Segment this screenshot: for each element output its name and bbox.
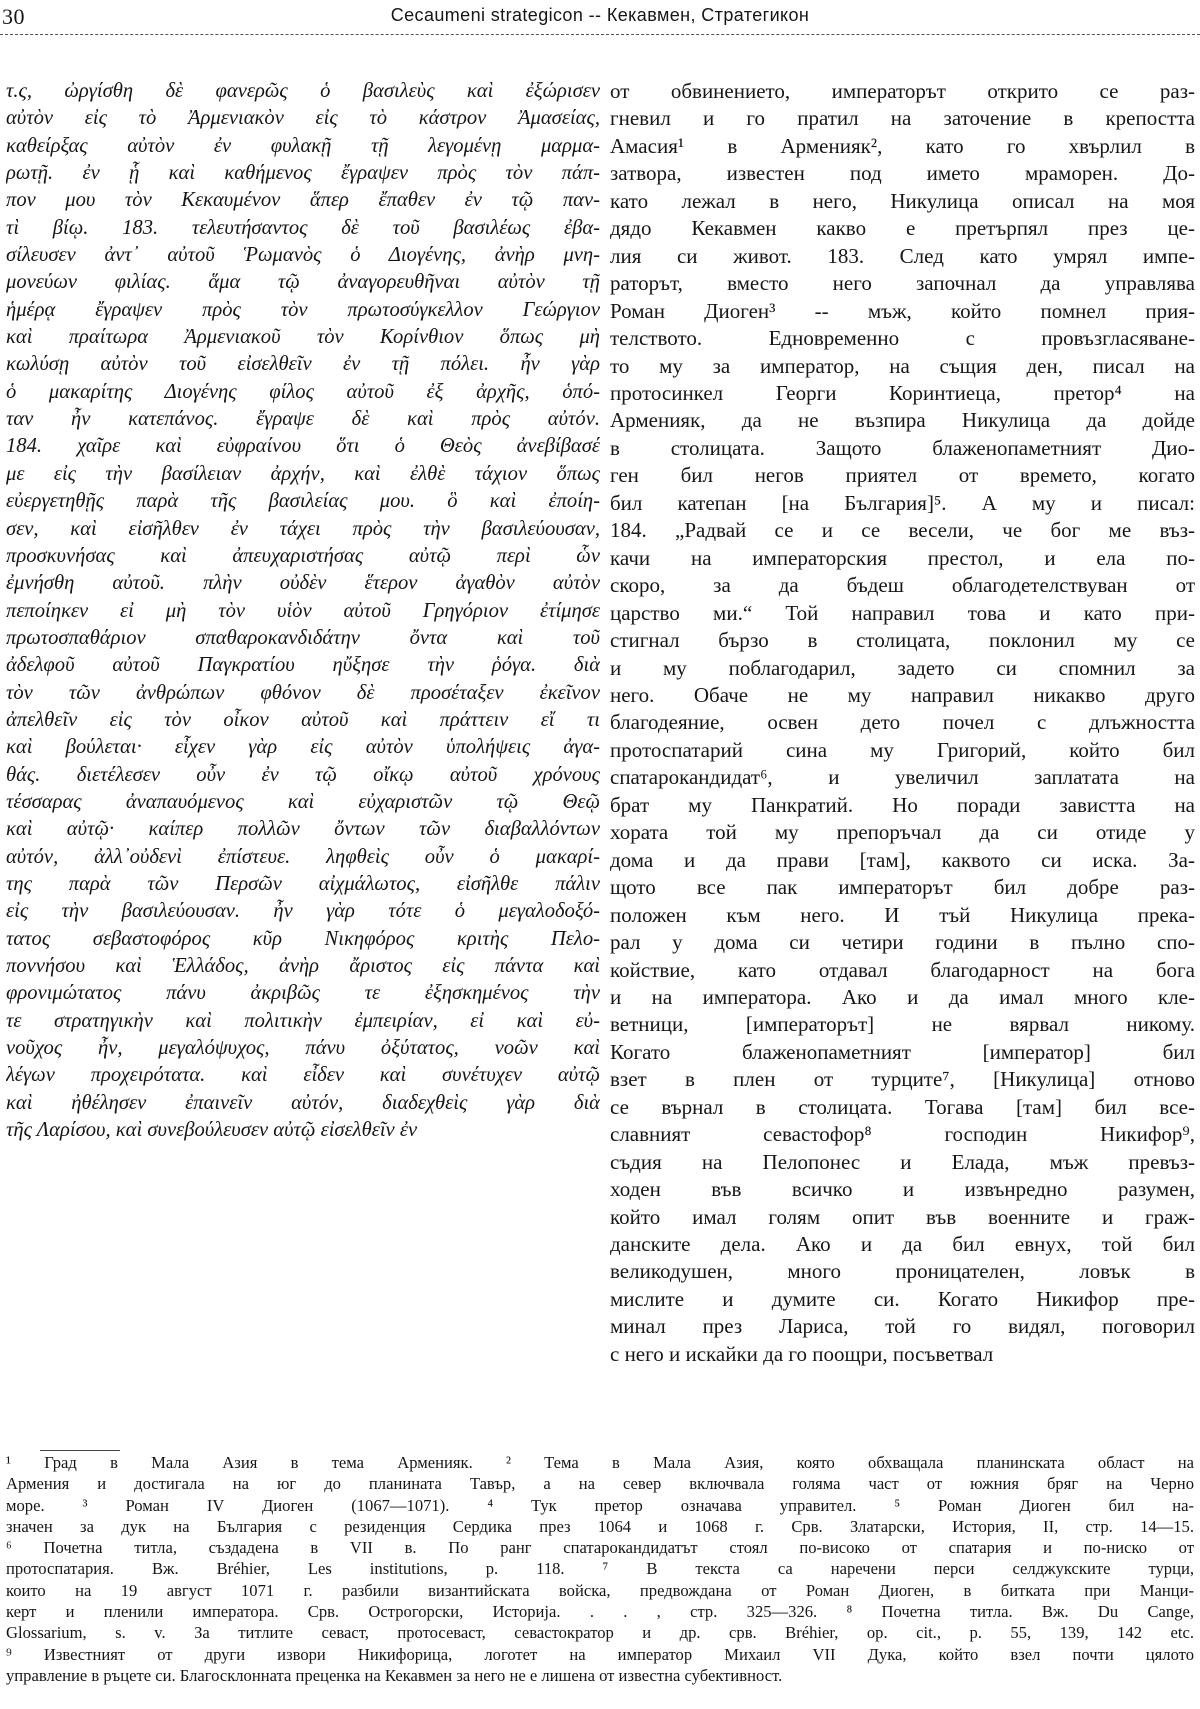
greek-text-line: ἡμέρᾳ ἔγραψεν πρὸς τὸν πρωτοσύγκελλον Γεώργιον	[6, 298, 600, 321]
greek-text-line: πρωτοσπαθάριον σπαθαροκανδιδάτην ὄντα καὶ τοῦ	[6, 626, 600, 649]
translation-line: славният севастофор⁸ господин Никифор⁹,	[610, 1122, 1195, 1147]
translation-line: бил катепан [на България]⁵. А му и писал:	[610, 490, 1195, 515]
translation-line: благодеяние, освен дето почел с длъжността	[610, 710, 1195, 735]
greek-text-line: ἀπελθεῖν εἰς τὸν οἶκον αὐτοῦ καὶ πράττειν εἴ τι	[6, 708, 600, 731]
greek-text-line: εἰς τὴν βασιλεύουσαν. ἦν γὰρ τότε ὁ μεγαλοδοξό-	[6, 900, 600, 923]
footnote-line: значен за дук на България с резиденция Сердика през 1064 и 1068 г. Срв. Златарски, История, II, стр. 14—15.	[6, 1516, 1194, 1536]
footnote-line: които на 19 август 1071 г. разбили византийската войска, предвождана от Роман Диоген, в битката при Манци-	[6, 1580, 1194, 1600]
greek-text-line: προσκυνήσας καὶ ἀπευχαριστήσας αὐτῷ περὶ ὧν	[6, 544, 600, 567]
translation-line: и на императора. Ако и да имал много кле-	[610, 984, 1195, 1009]
translation-line: с него и искайки да го поощри, посъветвал	[610, 1341, 994, 1366]
greek-text-line: καθείρξας αὐτὸν ἐν φυλακῇ τῇ λεγομένῃ μαρμα-	[6, 134, 600, 157]
translation-line: царство ми.“ Той направил това и като при-	[610, 600, 1195, 625]
greek-text-line: νοῦχος ἦν, μεγαλόψυχος, πάνυ ὀξύτατος, νοῶν καὶ	[6, 1037, 600, 1060]
greek-text-line: αὐτόν, ἀλλ᾽οὐδενὶ ἐπίστευε. ληφθεὶς οὖν ὁ μακαρί-	[6, 845, 600, 868]
translation-line: положен към него. И тъй Никулица прека-	[610, 902, 1195, 927]
translation-line: протоспатарий сина му Григорий, който бил	[610, 737, 1195, 762]
greek-text-line: καὶ πραίτωρα Ἀρμενιακοῦ τὸν Κορίνθιον ὅπως μὴ	[6, 326, 600, 349]
translation-line: то му за император, на същия ден, писал на	[610, 353, 1195, 378]
translation-line: стигнал бързо в столицата, поклонил му се	[610, 628, 1195, 653]
page-header	[0, 0, 1200, 36]
greek-text-line: τὸν τῶν ἀνθρώπων φθόνον δὲ προσέταξεν ἐκεῖνον	[6, 681, 600, 704]
translation-line: койствие, като отдавал благодарност на бога	[610, 957, 1195, 982]
translation-line: се върнал в столицата. Тогава [там] бил все-	[610, 1094, 1195, 1119]
translation-line: данските дела. Ако и да бил евнух, той бил	[610, 1232, 1195, 1257]
footnotes	[6, 1452, 1194, 1686]
translation-line: ходен във всичко и извънредно разумен,	[610, 1177, 1195, 1202]
translation-line: дома и да прави [там], каквото си иска. За-	[610, 847, 1195, 872]
greek-text-line: ἀδελφοῦ αὐτοῦ Παγκρατίου ηὔξησε τὴν ῥόγα. διὰ	[6, 654, 600, 677]
translation-line: лия си живот. 183. След като умрял импе-	[610, 243, 1195, 268]
bulgarian-translation-column	[610, 78, 1195, 1368]
translation-line: него. Обаче не му направил никакво друго	[610, 682, 1195, 707]
header-rule	[0, 34, 1200, 35]
page-number: 30	[2, 4, 25, 29]
translation-line: в столицата. Защото блаженопаметният Дио-	[610, 435, 1195, 460]
greek-text-line: ταν ἦν κατεπάνος. ἔγραψε δὲ καὶ πρὸς αὐτόν.	[6, 408, 600, 431]
greek-text-line: τῆς Λαρίσου, καὶ συνεβούλευσεν αὐτῷ εἰσελθεῖν ἐν	[6, 1119, 418, 1142]
translation-line: ветници, [императорът] не вярвал никому.	[610, 1012, 1195, 1037]
greek-text-line: τ.ς, ὠργίσθη δὲ φανερῶς ὁ βασιλεὺς καὶ ἐξώρισεν	[6, 80, 600, 102]
footnote-line: ⁶ Почетна титла, създадена в VII в. По ранг спатарокандидатът стоял по-високо от спатария и по-ниско от	[6, 1538, 1194, 1558]
footnote-line: протоспатария. Вж. Bréhier, Les institutions, p. 118. ⁷ В текста са наречени перси селджукските турци,	[6, 1559, 1194, 1579]
greek-text-line: μονεύων φιλίας. ἅμα τῷ ἀναγορευθῆναι αὐτὸν τῇ	[6, 271, 600, 294]
greek-text-line: της παρὰ τῶν Περσῶν αἰχμάλωτος, εἰσῆλθε πάλιν	[6, 872, 600, 895]
greek-text-line: θάς. διετέλεσεν οὖν ἐν τῷ οἴκῳ αὐτοῦ χρόνους	[6, 763, 600, 786]
translation-line: дядо Кекавмен какво е претърпял през це-	[610, 216, 1195, 241]
footnote-line: управление в ръцете си. Благосклонната преценка на Кекавмен за него не е лишена от известна субективност.	[6, 1665, 783, 1685]
greek-text-line: σίλευσεν ἀντ᾽ αὐτοῦ Ῥωμανὸς ὁ Διογένης, ἀνὴρ μνη-	[6, 244, 600, 267]
translation-line: Амасия¹ в Арменияк², като го хвърлил в	[610, 133, 1195, 158]
translation-line: 184. „Радвай се и се весели, че бог ме въз-	[610, 518, 1195, 543]
greek-text-line: ἐμνήσθη αὐτοῦ. πλὴν οὐδὲν ἕτερον ἀγαθὸν αὐτὸν	[6, 572, 600, 595]
greek-text-line: τατος σεβαστοφόρος κῦρ Νικηφόρος κριτὴς Πελο-	[6, 927, 600, 950]
greek-text-line: καὶ βούλεται· εἶχεν γὰρ εἰς αὐτὸν ὑπολήψεις ἀγα-	[6, 736, 600, 759]
running-title: Cecaumeni strategicon -- Кекавмен, Стратегикон	[390, 5, 810, 25]
translation-line: от обвинението, императорът открито се раз-	[610, 79, 1195, 103]
greek-text-line: κωλύσῃ αὐτὸν τοῦ εἰσελθεῖν ἐν τῇ πόλει. ἦν γὰρ	[6, 353, 600, 376]
footnote-line: ⁹ Известният от други извори Никифорица, логотет на император Михаил VII Дука, който взел почти цялото	[6, 1644, 1194, 1664]
greek-text-line: καὶ ἠθέλησεν ἐπαινεῖν αὐτόν, διαδεχθεὶς γὰρ διὰ	[6, 1091, 600, 1114]
translation-line: скоро, за да бъдеш облагодетелствуван от	[610, 573, 1195, 598]
greek-text-line: καὶ αὐτῷ· καίπερ πολλῶν ὄντων τῶν διαβαλλόντων	[6, 818, 600, 841]
translation-line: Арменияк, да не възпира Никулица да дойде	[610, 408, 1195, 433]
translation-line: взет в плен от турците⁷, [Никулица] отново	[610, 1067, 1195, 1092]
translation-line: Роман Диоген³ -- мъж, който помнел прия-	[610, 298, 1195, 323]
translation-line: който имал голям опит във военните и граж-	[610, 1204, 1195, 1229]
footnote-line: керт и пленили императора. Срв. Острогорски, Историја. . . , стр. 325—326. ⁸ Почетна титла. Вж. Du Cange,	[6, 1602, 1194, 1622]
translation-line: затвора, известен под името мраморен. До-	[610, 161, 1195, 186]
translation-line: гневил и го пратил на заточение в крепостта	[610, 106, 1195, 131]
translation-line: спатарокандидат⁶, и увеличил заплатата на	[610, 765, 1195, 790]
translation-line: мислите и думите си. Когато Никифор пре-	[610, 1286, 1195, 1311]
greek-text-line: τέσσαρας ἀναπαυόμενος καὶ εὐχαριστῶν τῷ Θεῷ	[6, 790, 600, 813]
greek-text-line: ποννήσου καὶ Ἑλλάδος, ἀνὴρ ἄριστος εἰς πάντα καὶ	[6, 955, 600, 977]
greek-text-line: αὐτὸν εἰς τὸ Ἀρμενιακὸν εἰς τὸ κάστρον Ἀμασείας,	[6, 107, 600, 130]
translation-line: раторът, вместо него започнал да управлява	[610, 271, 1195, 296]
translation-line: телството. Едновременно с провъзгласяване-	[610, 326, 1195, 351]
translation-line: ген бил негов приятел от времето, когато	[610, 463, 1195, 488]
footnote-line: море. ³ Роман IV Диоген (1067—1071). ⁴ Тук претор означава управител. ⁵ Роман Диоген бил на-	[6, 1495, 1194, 1515]
translation-line: хората той му препоръчал да си отиде у	[610, 820, 1195, 845]
translation-line: брат му Панкратий. Но поради завистта на	[610, 792, 1195, 817]
footnote-rule	[40, 1450, 120, 1451]
translation-line: Когато блаженопаметният [император] бил	[610, 1039, 1195, 1064]
translation-line: като лежал в него, Никулица описал на моя	[610, 188, 1195, 213]
greek-text-line: φρονιμώτατος πάνυ ἀκριβῶς τε ἐξησκημένος τὴν	[6, 982, 600, 1005]
translation-line: рал у дома си четири години в пълно спо-	[610, 930, 1195, 955]
translation-line: протосинкел Георги Коринтиеца, претор⁴ на	[610, 380, 1195, 405]
greek-text-line: τὶ βίῳ. 183. τελευτήσαντος δὲ τοῦ βασιλέως ἐβα-	[6, 216, 600, 239]
footnote-line: Glossarium, s. v. За титлите севаст, протосеваст, севастократор и др. срв. Bréhier, op. cit., p. 55, 139, 142 etc.	[6, 1623, 1194, 1643]
greek-text-line: εὐεργετηθῇς παρὰ τῆς βασιλείας μου. ὃ καὶ ἐποίη-	[6, 490, 600, 513]
greek-text-line: 184. χαῖρε καὶ εὐφραίνου ὅτι ὁ Θεὸς ἀνεβίβασέ	[6, 435, 600, 458]
translation-line: минал през Лариса, той го видял, поговорил	[610, 1314, 1195, 1339]
translation-line: съдия на Пелопонес и Елада, мъж превъз-	[610, 1149, 1195, 1174]
greek-text-line: ρωτῇ. ἐν ᾗ καὶ καθήμενος ἔγραψεν πρὸς τὸν πάπ-	[6, 162, 600, 185]
translation-line: и му поблагодарил, задето си спомнил за	[610, 655, 1195, 680]
translation-line: щото все пак императорът бил добре раз-	[610, 875, 1195, 900]
greek-text-line: σεν, καὶ εἰσῆλθεν ἐν τάχει πρὸς τὴν βασιλεύουσαν,	[6, 517, 600, 540]
footnote-line: Армения и достигала на юг до планината Тавър, а на север включвала голяма част от южния бряг на Черно	[6, 1474, 1194, 1494]
greek-text-line: τε στρατηγικὴν καὶ πολιτικὴν ἐμπειρίαν, εἰ καὶ εὐ-	[6, 1009, 600, 1032]
translation-line: качи на императорския престол, и ела по-	[610, 545, 1195, 570]
greek-text-line: με εἰς τὴν βασίλειαν ἀρχήν, καὶ ἐλθὲ τάχιον ὅπως	[6, 462, 600, 485]
footnote-line: ¹ Град в Мала Азия в тема Арменияк. ² Тема в Мала Азия, която обхващала планинската област на	[6, 1453, 1194, 1472]
translation-line: великодушен, много проницателен, ловък в	[610, 1259, 1195, 1284]
greek-text-line: πον μου τὸν Κεκαυμένον ἅπερ ἔπαθεν ἐν τῷ παν-	[6, 189, 600, 212]
greek-text-line: λέγων προχειρότατα. καὶ εἶδεν καὶ συνέτυχεν αὐτῷ	[6, 1064, 600, 1087]
greek-text-column	[6, 78, 600, 1144]
greek-text-line: ὁ μακαρίτης Διογένης φίλος αὐτοῦ ἐξ ἀρχῆς, ὁπό-	[6, 380, 600, 403]
greek-text-line: πεποίηκεν εἰ μὴ τὸν υἱὸν αὐτοῦ Γρηγόριον ἐτίμησε	[6, 599, 600, 622]
